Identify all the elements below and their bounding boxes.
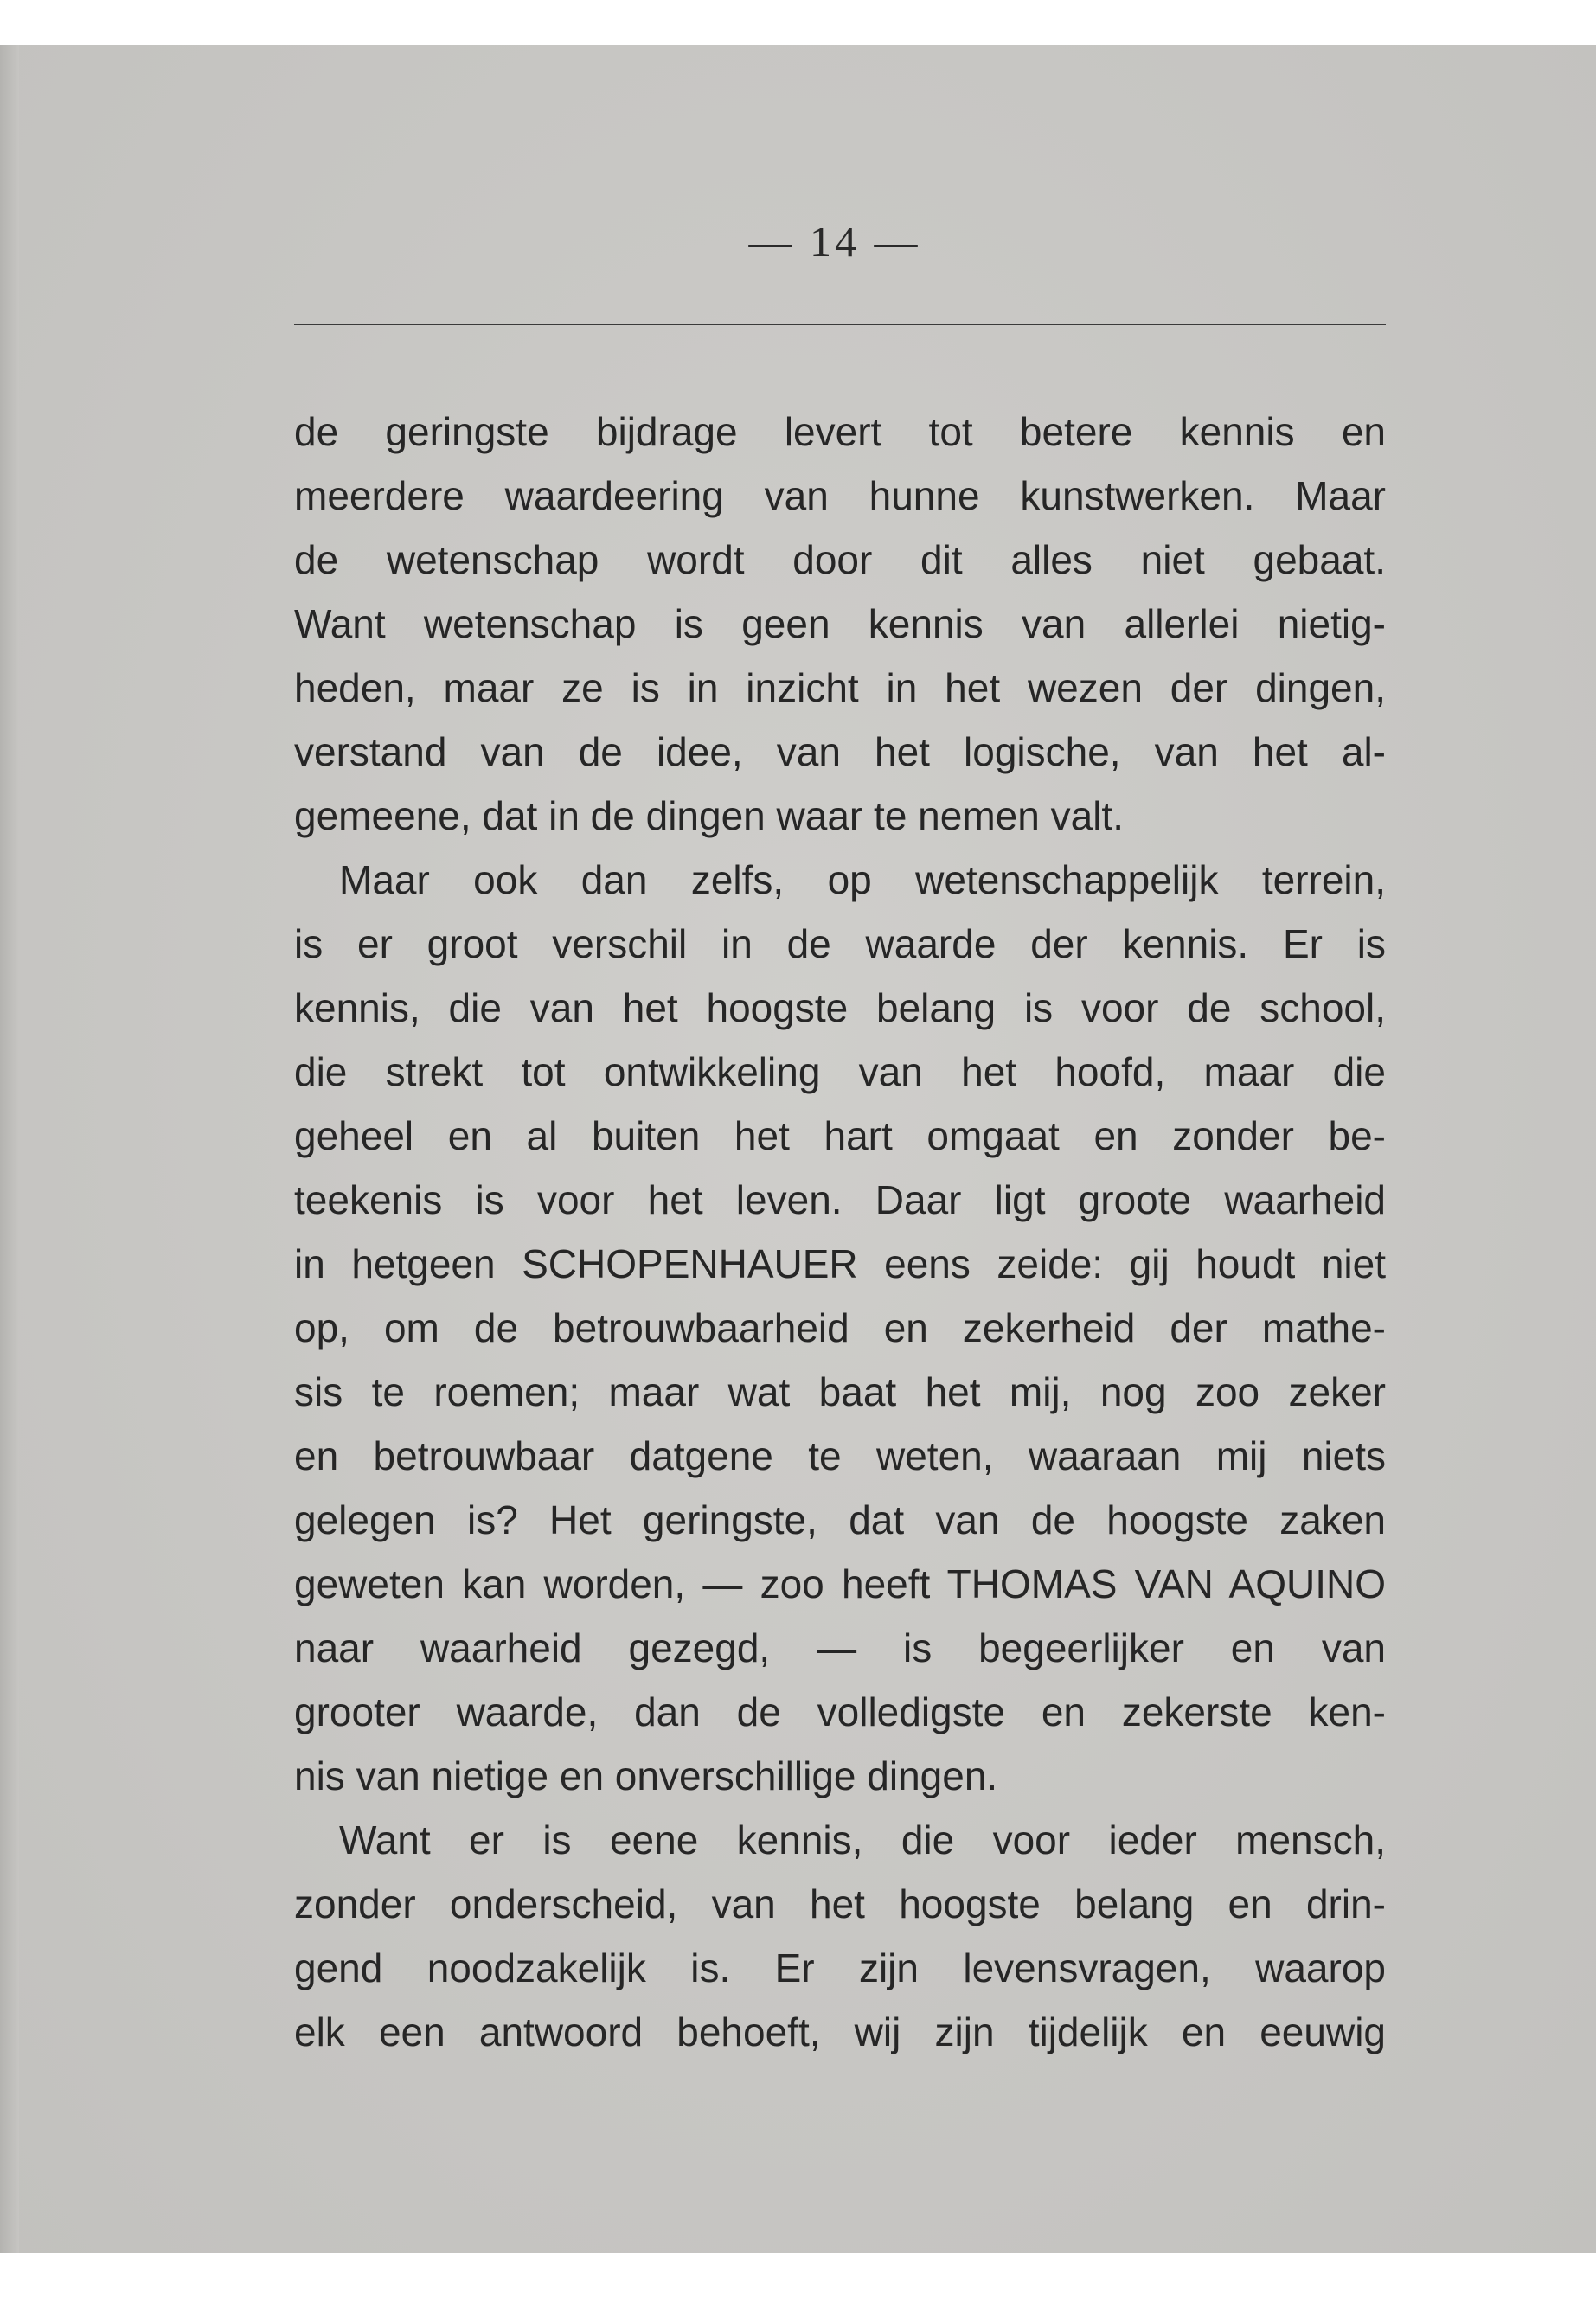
text-line: en betrouwbaar datgene te weten, waaraan mij niets <box>294 1433 1386 1478</box>
text-line: meerdere waardeering van hunne kunstwerken. Maar <box>294 473 1386 518</box>
text-line: verstand van de idee, van het logische, van het al- <box>294 729 1386 774</box>
text-line: naar waarheid gezegd, — is begeerlijker en van <box>294 1625 1386 1670</box>
text-line: heden, maar ze is in inzicht in het wezen der dingen, <box>294 665 1386 710</box>
text-line: kennis, die van het hoogste belang is voor de school, <box>294 985 1386 1030</box>
text-line: sis te roemen; maar wat baat het mij, nog zoo zeker <box>294 1369 1386 1414</box>
text-line: geheel en al buiten het hart omgaat en zonder be- <box>294 1113 1386 1158</box>
text-line: Maar ook dan zelfs, op wetenschappelijk terrein, <box>339 857 1386 902</box>
text-line: die strekt tot ontwikkeling van het hoofd, maar die <box>294 1049 1386 1094</box>
text-line: grooter waarde, dan de volledigste en zekerste ken- <box>294 1689 1386 1734</box>
text-line: gemeene, dat in de dingen waar te nemen valt. <box>294 793 1124 838</box>
text-line: gend noodzakelijk is. Er zijn levensvragen, waarop <box>294 1945 1386 1990</box>
page-number: — 14 — <box>748 217 921 266</box>
text-line: nis van nietige en onverschillige dingen. <box>294 1753 998 1798</box>
text-line: in hetgeen SCHOPENHAUER eens zeide: gij houdt niet <box>294 1241 1386 1286</box>
text-line: de geringste bijdrage levert tot betere kennis en <box>294 409 1386 454</box>
header-rule <box>294 324 1386 325</box>
text-line: is er groot verschil in de waarde der kennis. Er is <box>294 921 1386 966</box>
text-line: gelegen is? Het geringste, dat van de hoogste zaken <box>294 1497 1386 1542</box>
text-line: zonder onderscheid, van het hoogste belang en drin- <box>294 1881 1386 1926</box>
text-line: geweten kan worden, — zoo heeft THOMAS VAN AQUINO <box>294 1561 1386 1606</box>
text-line: de wetenschap wordt door dit alles niet gebaat. <box>294 537 1386 582</box>
text-line: op, om de betrouwbaarheid en zekerheid der mathe- <box>294 1305 1386 1350</box>
text-line: elk een antwoord behoeft, wij zijn tijdelijk en eeuwig <box>294 2009 1386 2054</box>
text-line: teekenis is voor het leven. Daar ligt groote waarheid <box>294 1177 1386 1222</box>
scanned-page <box>0 45 1596 2253</box>
text-line: Want er is eene kennis, die voor ieder mensch, <box>339 1817 1386 1862</box>
body-text <box>294 400 1386 2064</box>
text-line: Want wetenschap is geen kennis van allerlei nietig- <box>294 601 1386 646</box>
page-spine-edge <box>0 45 19 2253</box>
